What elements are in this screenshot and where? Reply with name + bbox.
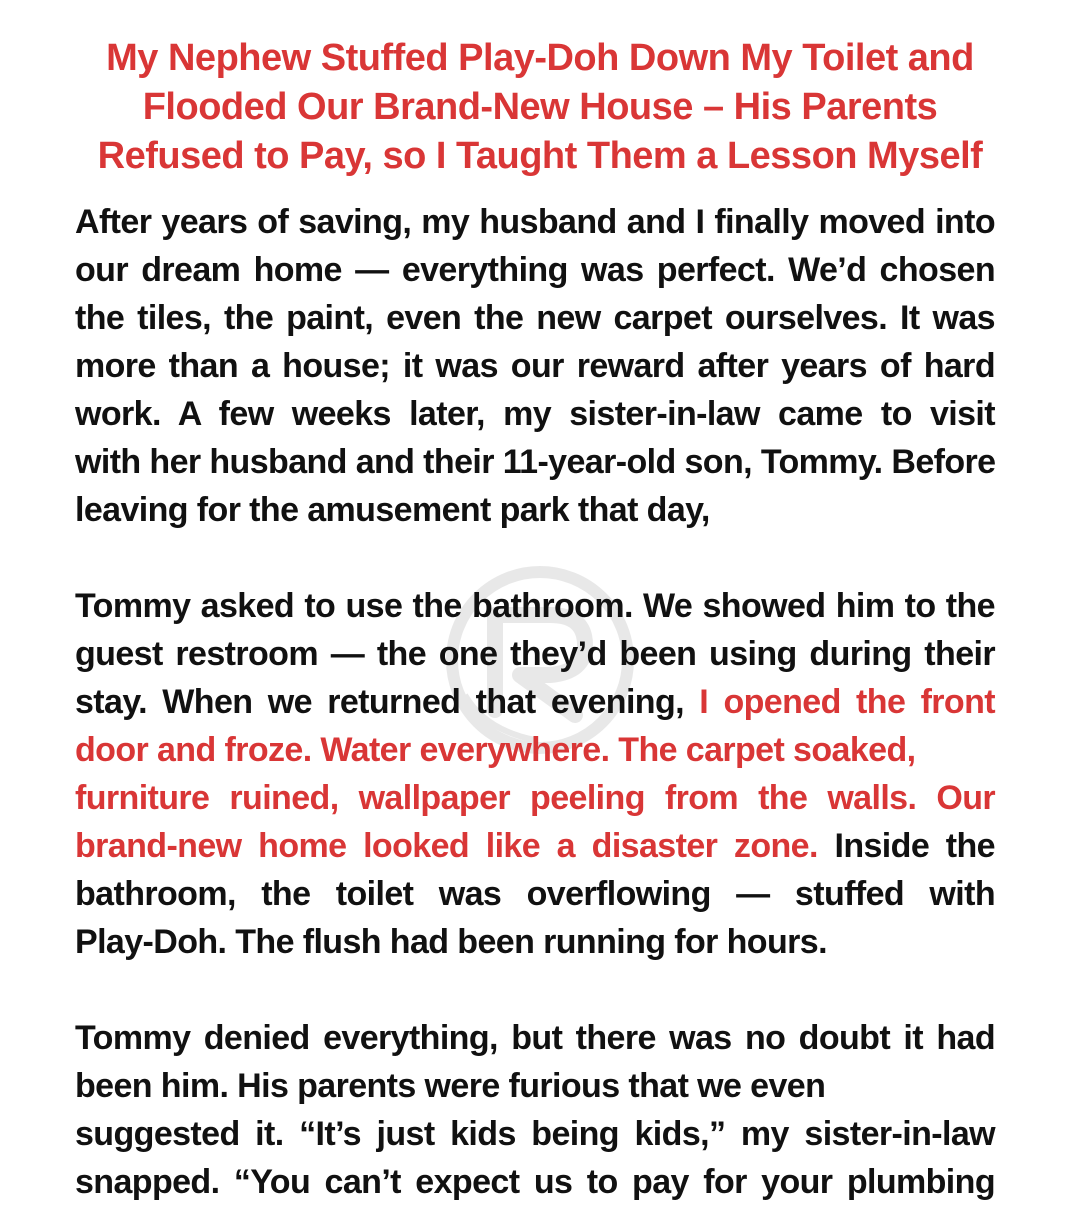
body-line	[75, 822, 995, 870]
highlighted-line: furniture ruined, wallpaper peeling from the walls. Our	[75, 779, 995, 817]
story-body	[75, 198, 995, 1206]
body-line: After years of saving, my husband and I finally moved into	[75, 203, 995, 241]
body-line: snapped. “You can’t expect us to pay for your plumbing	[75, 1163, 995, 1201]
paragraph-1	[75, 198, 995, 534]
body-line: bathroom, the toilet was overflowing — stuffed with	[75, 875, 995, 913]
body-line: guest restroom — the one they’d been using during their	[75, 635, 995, 673]
body-text: Inside the	[834, 827, 995, 865]
story-title	[60, 34, 1020, 181]
body-line: Tommy denied everything, but there was no doubt it had	[75, 1019, 995, 1057]
highlighted-text: brand-new home looked like a disaster zone.	[75, 827, 818, 865]
body-line: Tommy asked to use the bathroom. We showed him to the	[75, 587, 995, 625]
body-line: work. A few weeks later, my sister-in-law came to visit	[75, 395, 995, 433]
body-text: stay. When we returned that evening,	[75, 683, 684, 721]
body-line: Play-Doh. The flush had been running for hours.	[75, 923, 827, 961]
body-line: leaving for the amusement park that day,	[75, 491, 710, 529]
body-line: with her husband and their 11-year-old son, Tommy. Before	[75, 443, 996, 481]
highlighted-text: I opened the front	[699, 683, 995, 721]
title-line: My Nephew Stuffed Play-Doh Down My Toilet and	[106, 37, 974, 79]
body-line: our dream home — everything was perfect. We’d chosen	[75, 251, 995, 289]
paragraph-3	[75, 1014, 995, 1206]
title-line: Flooded Our Brand-New House – His Parents	[142, 86, 938, 128]
body-line: the tiles, the paint, even the new carpet ourselves. It was	[75, 299, 995, 337]
paragraph-gap	[75, 966, 995, 1014]
body-line: more than a house; it was our reward after years of hard	[75, 347, 995, 385]
paragraph-2	[75, 582, 995, 966]
paragraph-gap	[75, 534, 995, 582]
title-line: Refused to Pay, so I Taught Them a Lesson Myself	[97, 135, 983, 177]
body-line: been him. His parents were furious that we even	[75, 1067, 826, 1105]
body-line	[75, 678, 995, 726]
body-line: suggested it. “It’s just kids being kids,” my sister-in-law	[75, 1115, 995, 1153]
highlighted-line: door and froze. Water everywhere. The carpet soaked,	[75, 731, 916, 769]
